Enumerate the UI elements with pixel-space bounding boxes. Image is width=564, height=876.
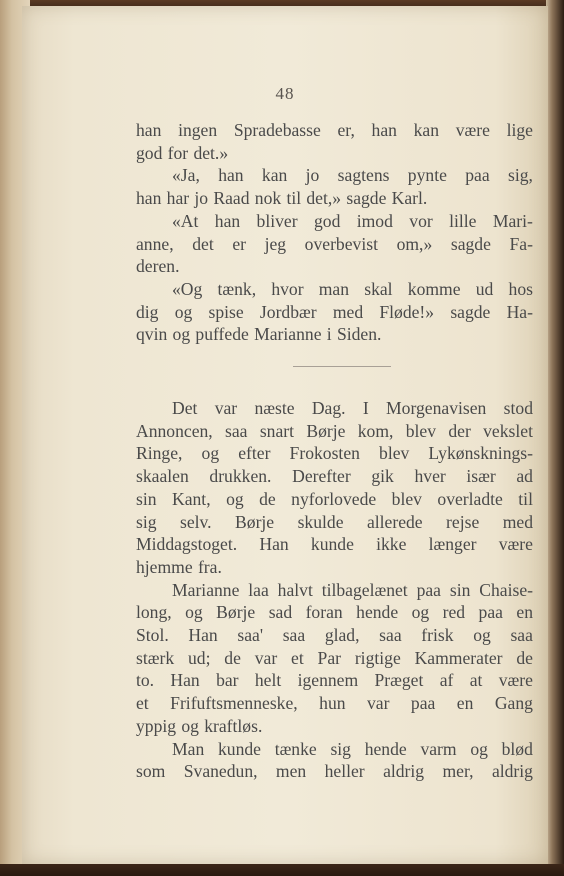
text-line: et Frifuftsmenneske, hun var paa en Gang xyxy=(136,693,533,714)
text-line: dig og spise Jordbær med Fløde!» sagde Ha- xyxy=(136,301,533,322)
text-line: long, og Børje sad foran hende og red paa en xyxy=(136,602,533,623)
book-page xyxy=(22,6,548,864)
text-line: anne, det er jeg overbevist om,» sagde Fa- xyxy=(136,233,533,254)
text-line: Marianne laa halvt tilbagelænet paa sin Chaise- xyxy=(172,579,533,600)
text-line: som Svanedun, men heller aldrig mer, aldrig xyxy=(136,761,533,782)
text-line: han har jo Raad nok til det,» sagde Karl. xyxy=(136,188,428,209)
text-line: skaalen drukken. Derefter gik hver især ad xyxy=(136,466,533,487)
text-line: deren. xyxy=(136,256,180,277)
text-line: yppig og kraftløs. xyxy=(136,715,263,736)
text-line: hjemme fra. xyxy=(136,556,222,577)
text-line: Ringe, og efter Frokosten blev Lykønsknings- xyxy=(136,443,533,464)
text-line: «Ja, han kan jo sagtens pynte paa sig, xyxy=(172,165,533,186)
text-line: sig selv. Børje skulde allerede rejse med xyxy=(136,511,533,532)
text-line: Man kunde tænke sig hende varm og blød xyxy=(172,738,533,759)
text-block-next-day xyxy=(136,397,533,783)
text-line: stærk ud; de var et Par rigtige Kammerater de xyxy=(136,647,533,668)
text-block-dialogue xyxy=(136,119,533,346)
text-line: «At han bliver god imod vor lille Mari- xyxy=(172,210,533,231)
book-bottom-edge xyxy=(0,864,564,876)
text-line: to. Han bar helt igennem Præget af at være xyxy=(136,670,533,691)
text-line: Stol. Han saa' saa glad, saa frisk og saa xyxy=(136,625,533,646)
text-line: Det var næste Dag. I Morgenavisen stod xyxy=(172,398,533,418)
section-divider xyxy=(293,366,391,367)
text-line: god for det.» xyxy=(136,142,229,163)
text-line: han ingen Spradebasse er, han kan være lige xyxy=(136,120,533,140)
text-line: Annoncen, saa snart Børje kom, blev der vekslet xyxy=(136,420,533,441)
text-line: «Og tænk, hvor man skal komme ud hos xyxy=(172,278,533,299)
text-line: qvin og puffede Marianne i Siden. xyxy=(136,324,382,345)
page-number: 48 xyxy=(275,84,295,103)
text-line: sin Kant, og de nyforlovede blev overladte til xyxy=(136,488,533,509)
text-line: Middagstoget. Han kunde ikke længer være xyxy=(136,534,533,555)
book-binding-edge xyxy=(546,0,564,876)
